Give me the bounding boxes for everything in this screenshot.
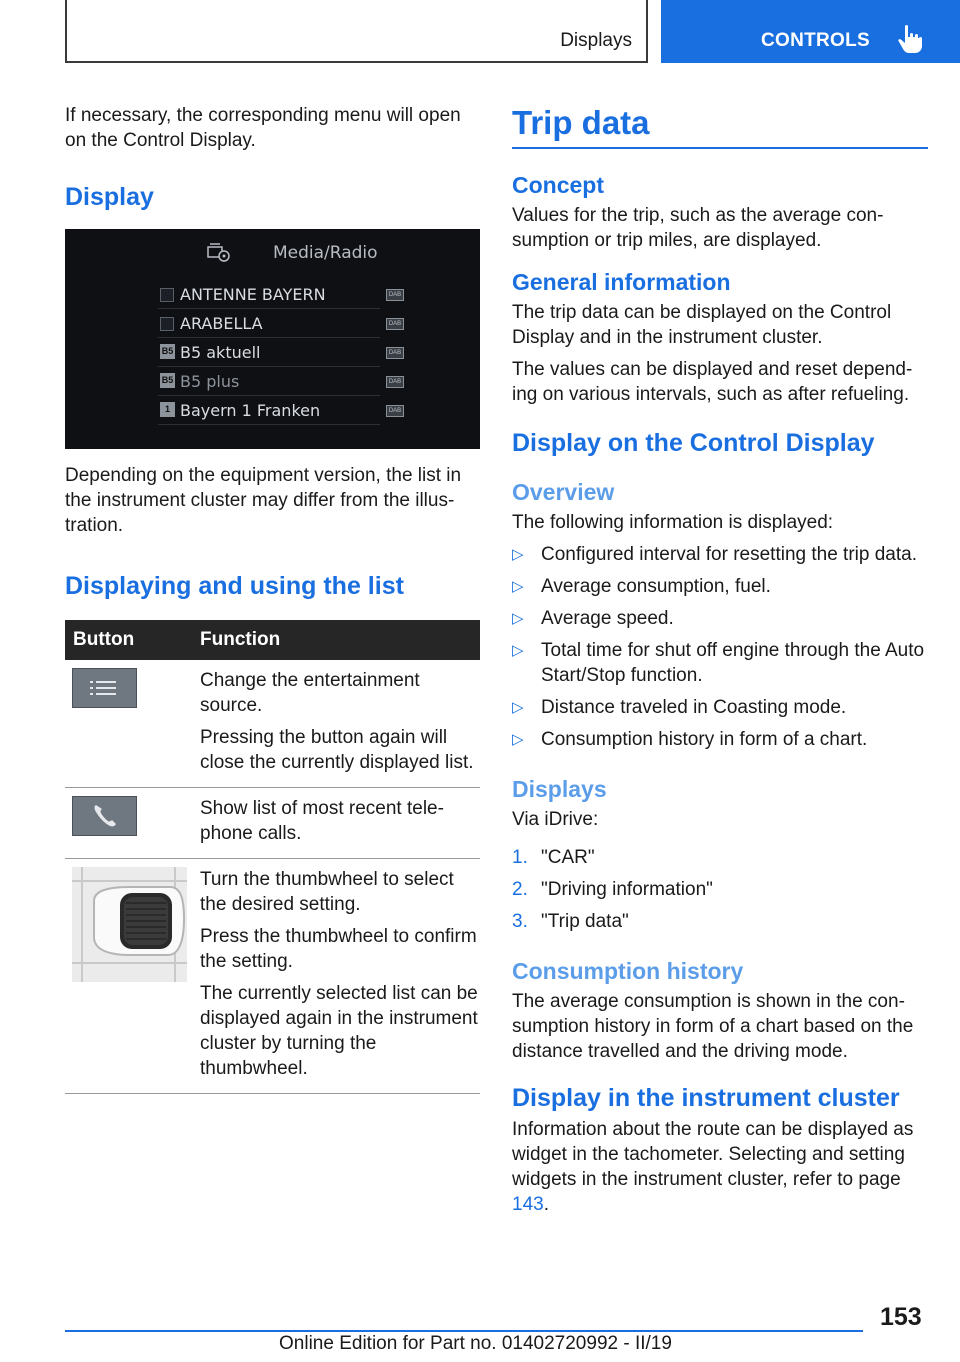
table-row xyxy=(65,788,480,859)
list-item: 1. "CAR" xyxy=(512,847,595,868)
station-row xyxy=(158,340,402,367)
col-header-function: Function xyxy=(200,620,480,660)
heading-trip-data: Trip data xyxy=(512,104,650,141)
page-reference-link[interactable]: 143 xyxy=(512,1194,544,1215)
station-name: ARABELLA xyxy=(180,314,263,333)
media-radio-icon xyxy=(207,241,231,263)
dab-badge: DAB xyxy=(386,347,404,359)
list-item: ▷ Average speed. xyxy=(512,608,674,629)
table-row xyxy=(65,660,480,788)
step-number: 3. xyxy=(512,911,528,932)
general-text-1: The trip data can be displayed on the Control Display and in the instrument cluster. xyxy=(512,302,892,348)
col-header-button: Button xyxy=(65,620,200,660)
function-text: Show list of most recent telephone calls. xyxy=(200,798,444,844)
station-logo: B5 xyxy=(160,344,175,359)
footer-edition: Online Edition for Part no. 01402720992 - II/19 xyxy=(279,1333,672,1354)
heading-list: Displaying and using the list xyxy=(65,572,404,600)
function-text: The currently selected list can be displayed again in the instrument cluster by turning the thumbwheel. xyxy=(200,983,478,1079)
left-column xyxy=(65,103,480,1094)
list-item: ▷ Distance traveled in Coasting mode. xyxy=(512,697,847,718)
checkbox-icon xyxy=(160,288,174,302)
function-text: Pressing the button again will close the currently displayed list. xyxy=(200,727,474,773)
dab-badge: DAB xyxy=(386,289,404,301)
general-text-2: The values can be displayed and reset depending on various intervals, such as after refueling. xyxy=(512,359,913,405)
list-item: ▷ Consumption history in form of a chart. xyxy=(512,729,868,750)
header-section-box xyxy=(65,0,648,63)
triangle-bullet-icon: ▷ xyxy=(512,731,524,748)
triangle-bullet-icon: ▷ xyxy=(512,610,524,627)
station-name: B5 plus xyxy=(180,372,240,391)
dab-badge: DAB xyxy=(386,318,404,330)
heading-general-information: General information xyxy=(512,269,731,295)
thumbwheel-icon xyxy=(72,867,187,982)
function-text: Press the thumbwheel to confirm the setting. xyxy=(200,926,477,972)
header-chapter-tab xyxy=(661,0,960,63)
triangle-bullet-icon: ▷ xyxy=(512,546,524,563)
media-radio-screenshot xyxy=(65,229,480,449)
image-caption: Depending on the equipment version, the list in the instrument cluster may differ from the illustration. xyxy=(65,465,462,536)
header-section-title: Displays xyxy=(560,30,632,51)
station-logo: 1 xyxy=(160,402,175,417)
checkbox-icon xyxy=(160,317,174,331)
list-icon xyxy=(72,668,137,708)
history-text: The average consumption is shown in the consumption history in form of a chart based on the distance travelled and the driving mode. xyxy=(512,991,914,1062)
function-text: Turn the thumbwheel to select the desired setting. xyxy=(200,869,454,915)
station-row xyxy=(158,311,402,338)
heading-rule xyxy=(512,147,928,149)
right-column xyxy=(512,103,928,1217)
heading-overview: Overview xyxy=(512,479,615,505)
header-chapter-title: CONTROLS xyxy=(761,30,871,51)
station-name: ANTENNE BAYERN xyxy=(180,285,326,304)
function-text: Change the entertainment source. xyxy=(200,670,420,716)
list-item: 2. "Driving information" xyxy=(512,879,713,900)
list-item: ▷ Average consumption, fuel. xyxy=(512,576,771,597)
station-row xyxy=(158,398,402,425)
list-item: ▷ Total time for shut off engine through the Auto Start/Stop function. xyxy=(512,640,925,686)
step-number: 1. xyxy=(512,847,528,868)
station-row xyxy=(158,369,402,396)
heading-instrument-cluster: Display in the instrument cluster xyxy=(512,1084,900,1112)
station-name: Bayern 1 Franken xyxy=(180,401,321,420)
heading-display: Display xyxy=(65,183,154,211)
cluster-text: Information about the route can be displayed as widget in the tachometer. Selecting and setting widgets in the instrument cluster, refer to page 143. xyxy=(512,1119,914,1215)
intro-text: If necessary, the corresponding menu will open on the Control Display. xyxy=(65,105,461,151)
list-item: ▷ Configured interval for resetting the trip data. xyxy=(512,544,917,565)
footer-rule xyxy=(65,1330,863,1332)
triangle-bullet-icon: ▷ xyxy=(512,578,524,595)
dab-badge: DAB xyxy=(386,405,404,417)
heading-displays: Displays xyxy=(512,776,607,802)
station-logo: B5 xyxy=(160,373,175,388)
station-row xyxy=(158,282,402,309)
list-item: 3. "Trip data" xyxy=(512,911,629,932)
button-function-table xyxy=(65,620,480,1094)
heading-control-display: Display on the Control Display xyxy=(512,429,875,457)
overview-intro: The following information is displayed: xyxy=(512,512,834,533)
triangle-bullet-icon: ▷ xyxy=(512,699,524,716)
table-row xyxy=(65,859,480,1094)
hand-pointer-icon xyxy=(897,24,923,54)
steps-list xyxy=(512,845,928,934)
heading-consumption-history: Consumption history xyxy=(512,958,744,984)
page-number: 153 xyxy=(880,1303,922,1331)
triangle-bullet-icon: ▷ xyxy=(512,642,524,659)
overview-list xyxy=(512,542,928,752)
heading-concept: Concept xyxy=(512,172,604,198)
displays-intro: Via iDrive: xyxy=(512,809,599,830)
media-radio-title: Media/Radio xyxy=(273,243,378,263)
phone-icon xyxy=(72,796,137,836)
concept-text: Values for the trip, such as the average consumption or trip miles, are displayed. xyxy=(512,205,884,251)
station-name: B5 aktuell xyxy=(180,343,261,362)
step-number: 2. xyxy=(512,879,528,900)
dab-badge: DAB xyxy=(386,376,404,388)
